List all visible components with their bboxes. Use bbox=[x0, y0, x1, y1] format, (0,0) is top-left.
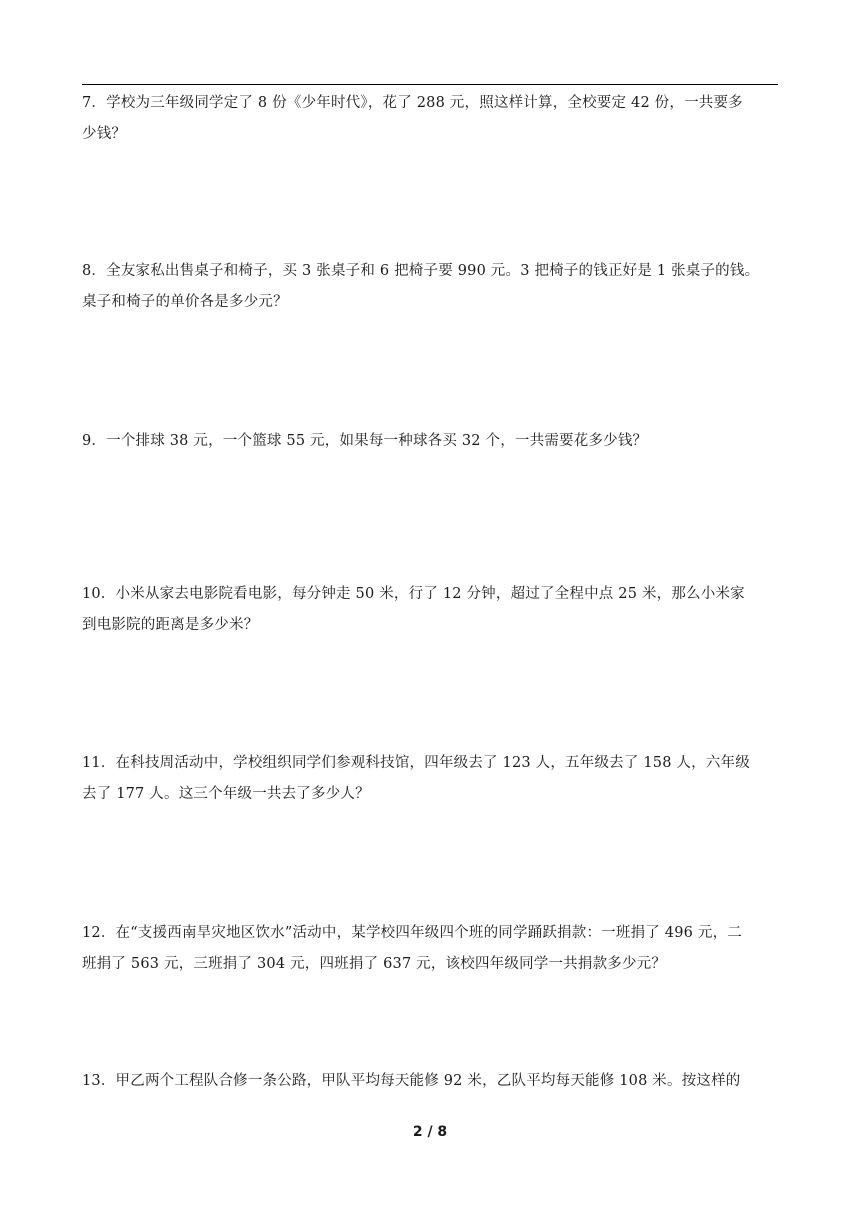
question-11 bbox=[82, 748, 782, 810]
question-7-line-1: 7．学校为三年级同学定了 8 份《少年时代》，花了 288 元，照这样计算，全校要定 42 份，一共要多 bbox=[82, 95, 743, 111]
question-8-line-1: 8．全友家私出售桌子和椅子，买 3 张桌子和 6 把椅子要 990 元。3 把椅子的钱正好是 1 张桌子的钱。 bbox=[82, 263, 760, 279]
question-13-line-1: 13．甲乙两个工程队合修一条公路，甲队平均每天能修 92 米，乙队平均每天能修 108 米。按这样的 bbox=[82, 1073, 741, 1089]
question-10-line-1: 10．小米从家去电影院看电影，每分钟走 50 米，行了 12 分钟，超过了全程中点 25 米，那么小米家 bbox=[82, 586, 745, 602]
question-7 bbox=[82, 88, 782, 150]
header-rule bbox=[82, 84, 778, 85]
question-8-line-2: 桌子和椅子的单价各是多少元？ bbox=[82, 294, 288, 310]
question-11-line-1: 11．在科技周活动中，学校组织同学们参观科技馆，四年级去了 123 人，五年级去了 158 人，六年级 bbox=[82, 755, 750, 771]
page-number: 2 / 8 bbox=[412, 1124, 448, 1140]
question-7-line-2: 少钱？ bbox=[82, 126, 127, 142]
question-10 bbox=[82, 579, 782, 641]
question-9-line-1: 9．一个排球 38 元，一个篮球 55 元，如果每一种球各买 32 个，一共需要花多少钱？ bbox=[82, 433, 648, 449]
question-12-line-1: 12．在“支援西南旱灾地区饮水”活动中，某学校四年级四个班的同学踊跃捐款：一班捐了 496 元，二 bbox=[82, 925, 742, 941]
question-13 bbox=[82, 1066, 782, 1097]
question-12 bbox=[82, 918, 782, 980]
question-10-line-2: 到电影院的距离是多少米？ bbox=[82, 617, 259, 633]
question-9 bbox=[82, 426, 782, 457]
question-12-line-2: 班捐了 563 元，三班捐了 304 元，四班捐了 637 元，该校四年级同学一共捐款多少元？ bbox=[82, 956, 667, 972]
question-8 bbox=[82, 256, 782, 318]
question-11-line-2: 去了 177 人。这三个年级一共去了多少人？ bbox=[82, 786, 370, 802]
